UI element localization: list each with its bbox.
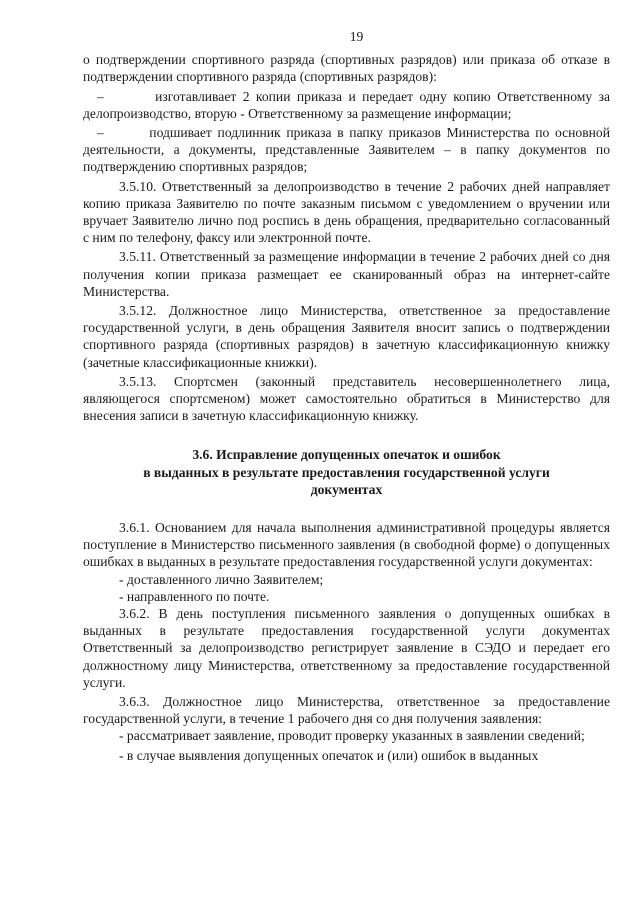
section-heading: [83, 446, 610, 499]
paragraph-3-5-11: 3.5.11. Ответственный за размещение информации в течение 2 рабочих дней со дня получения копии приказа размещает ее сканированный образ на интернет-сайте Министерства.: [83, 249, 610, 299]
paragraph-3-5-12: 3.5.12. Должностное лицо Министерства, ответственное за предоставление государственной услуги, в день обращения Заявителя вносит запись о подтверждении спортивного разряда (спортивных разрядов) в зачетную классификационную книжку (зачетные классификационные книжки).: [83, 303, 610, 370]
section-heading-line-2: в выданных в результате предоставления государственной услуги: [143, 464, 550, 480]
paragraph-3-6-2: 3.6.2. В день поступления письменного заявления о допущенных ошибках в выданных в результате предоставления государственной услуги документах Ответственный за делопроизводство регистрирует заявление в СЭДО и передает его должностному лицу Министерства, ответственному за предоставление государственной услуги.: [83, 605, 610, 690]
page-number: 19: [349, 29, 364, 44]
paragraph-3-5-10: 3.5.10. Ответственный за делопроизводство в течение 2 рабочих дней направляет копию приказа Заявителю по почте заказным письмом с уведомлением о вручении или вручает Заявителю лично под роспись в день обращения, предварительно согласованный с ним по телефону, факсу или электронной почте.: [83, 178, 610, 246]
list-item-review-application: - рассматривает заявление, проводит проверку указанных в заявлении сведений;: [119, 728, 585, 744]
list-item-delivered-personally: - доставленного лично Заявителем;: [119, 571, 324, 587]
paragraph-intro-continuation: о подтверждении спортивного разряда (спортивных разрядов) или приказа об отказе в подтверждении спортивного разряда (спортивных разрядов):: [83, 52, 610, 85]
paragraph-3-6-3: 3.6.3. Должностное лицо Министерства, ответственное за предоставление государственной услуги, в течение 1 рабочего дня со дня получения заявления:: [83, 694, 610, 727]
list-item-sent-by-mail: - направленного по почте.: [119, 588, 270, 604]
document-page: [83, 28, 610, 764]
paragraph-3-6-1: 3.6.1. Основанием для начала выполнения административной процедуры является поступление в Министерство письменного заявления (в свободной форме) о допущенных ошибках в выданных в результате предоставления государственной услуги документах:: [83, 519, 610, 570]
list-item-errors-found: - в случае выявления допущенных опечаток и (или) ошибок в выданных: [119, 747, 539, 763]
section-heading-line-3: документах: [310, 482, 383, 498]
list-item-filing: – подшивает подлинник приказа в папку приказов Министерства по основной деятельности, а документы, представленные Заявителем – в папку документов по подтверждению спортивных разрядов;: [83, 125, 610, 175]
list-item-copies: – изготавливает 2 копии приказа и передает одну копию Ответственному за делопроизводство, вторую - Ответственному за размещение информации;: [83, 88, 610, 121]
paragraph-3-5-13: 3.5.13. Спортсмен (законный представитель несовершеннолетнего лица, являющегося спортсменом) может самостоятельно обратиться в Министерство для внесения записи в зачетную классификационную книжку.: [83, 373, 610, 424]
section-heading-line-1: 3.6. Исправление допущенных опечаток и ошибок: [192, 447, 501, 463]
